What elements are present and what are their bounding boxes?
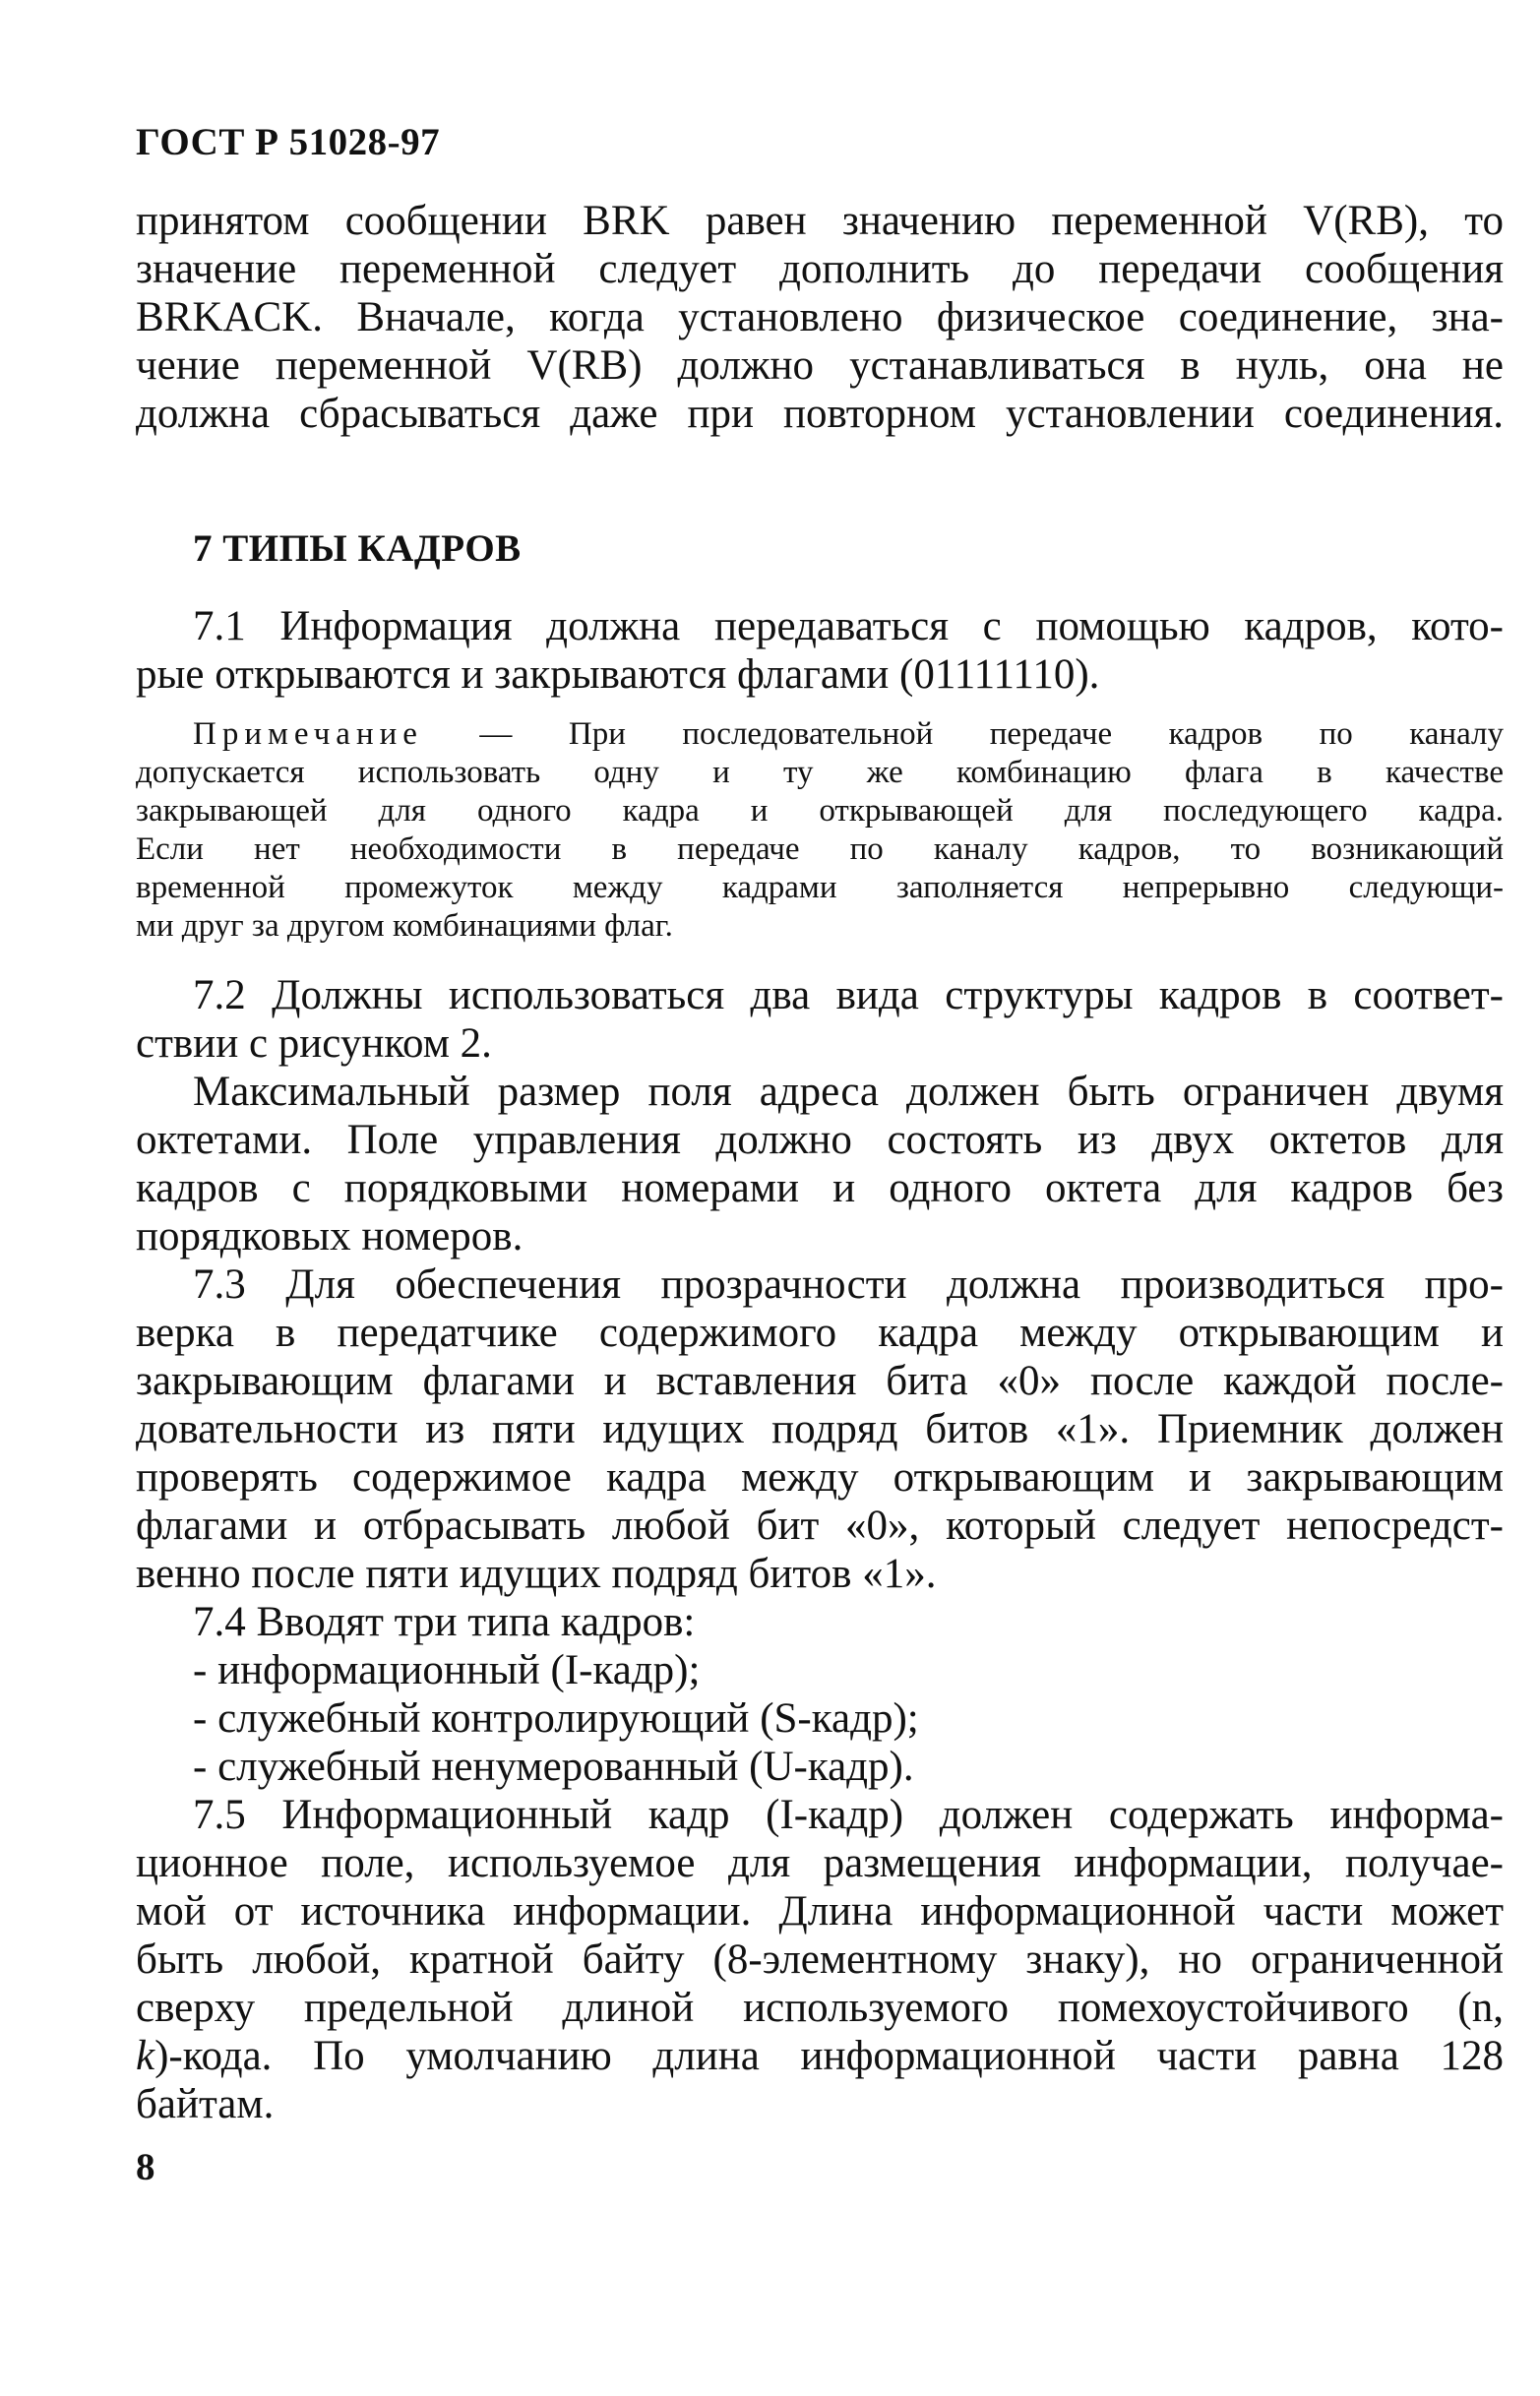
text-line: принятом сообщении BRK равен значению переменной V(RB), то (136, 198, 1504, 244)
text-line: BRKACK. Вначале, когда установлено физическое соединение, зна- (136, 294, 1504, 340)
text-line: закрывающим флагами и вставления бита «0» после каждой после- (136, 1358, 1504, 1404)
text-line: верка в передатчике содержимого кадра между открывающим и (136, 1310, 1504, 1356)
list-item: - служебный ненумерованный (U-кадр). (193, 1744, 914, 1790)
text-line: кадров с порядковыми номерами и одного октета для кадров без (136, 1165, 1504, 1211)
note-text: — При последовательной передаче кадров по каналу (422, 716, 1504, 752)
note-line: ми друг за другом комбинациями флаг. (136, 908, 673, 944)
list-item: - служебный контролирующий (S-кадр); (193, 1695, 919, 1742)
continuation-paragraph (136, 197, 1504, 438)
text-line: флагами и отбрасывать любой бит «0», который следует непосредст- (136, 1503, 1504, 1549)
text-line (136, 2032, 1504, 2080)
document-header: ГОСТ Р 51028-97 (136, 121, 441, 163)
text-rest: )-кода. По умолчанию длина информационной части равна 128 (154, 2033, 1504, 2079)
text-line: сверху предельной длиной используемого помехоустойчивого (n, (136, 1985, 1504, 2031)
text-line: венно после пяти идущих подряд битов «1». (136, 1551, 937, 1597)
text-line: ционное поле, используемое для размещения информации, получае- (136, 1840, 1504, 1886)
text-line: порядковых номеров. (136, 1213, 524, 1259)
paragraph-7-5 (136, 1791, 1504, 2128)
text-line: ствии с рисунком 2. (136, 1020, 492, 1067)
paragraph-7-4 (136, 1598, 1504, 1791)
section-title: 7 ТИПЫ КАДРОВ (193, 527, 522, 570)
text-line: мой от источника информации. Длина информационной части может (136, 1888, 1504, 1935)
text-line: должна сбрасываться даже при повторном установлении соединения. (136, 391, 1504, 437)
list-item: - информационный (I-кадр); (193, 1647, 701, 1693)
text-line: 7.2 Должны использоваться два вида структуры кадров в соответ- (193, 972, 1504, 1018)
paragraph-7-3 (136, 1260, 1504, 1598)
paragraph-7-1 (136, 602, 1504, 699)
note-line: закрывающей для одного кадра и открывающей для последующего кадра. (136, 793, 1504, 829)
note-first-line (136, 715, 1504, 754)
text-line: довательности из пяти идущих подряд битов «1». Приемник должен (136, 1406, 1504, 1452)
text-line: октетами. Поле управления должно состоять из двух октетов для (136, 1117, 1504, 1163)
text-line: 7.1 Информация должна передаваться с помощью кадров, кото- (193, 603, 1504, 649)
italic-k: k (136, 2033, 155, 2079)
text-line: чение переменной V(RB) должно устанавливаться в нуль, она не (136, 342, 1504, 389)
paragraph-7-2 (136, 971, 1504, 1260)
text-line: рые открываются и закрываются флагами (01111110). (136, 651, 1100, 698)
note-block (136, 715, 1504, 946)
text-line: быть любой, кратной байту (8-элементному знаку), но ограниченной (136, 1936, 1504, 1983)
text-line: 7.5 Информационный кадр (I-кадр) должен содержать информа- (193, 1792, 1504, 1838)
page-number: 8 (136, 2146, 155, 2188)
note-label: Примечание (193, 716, 423, 752)
note-line: допускается использовать одну и ту же комбинацию флага в качестве (136, 755, 1504, 790)
text-line: проверять содержимое кадра между открывающим и закрывающим (136, 1454, 1504, 1501)
text-line: 7.4 Вводят три типа кадров: (193, 1599, 696, 1645)
text-line: Максимальный размер поля адреса должен быть ограничен двумя (193, 1069, 1504, 1115)
note-line: Если нет необходимости в передаче по каналу кадров, то возникающий (136, 831, 1504, 867)
text-line: 7.3 Для обеспечения прозрачности должна производиться про- (193, 1261, 1504, 1308)
text-line: значение переменной следует дополнить до передачи сообщения (136, 246, 1504, 292)
note-line: временной промежуток между кадрами заполняется непрерывно следующи- (136, 870, 1504, 905)
text-line: байтам. (136, 2081, 275, 2127)
